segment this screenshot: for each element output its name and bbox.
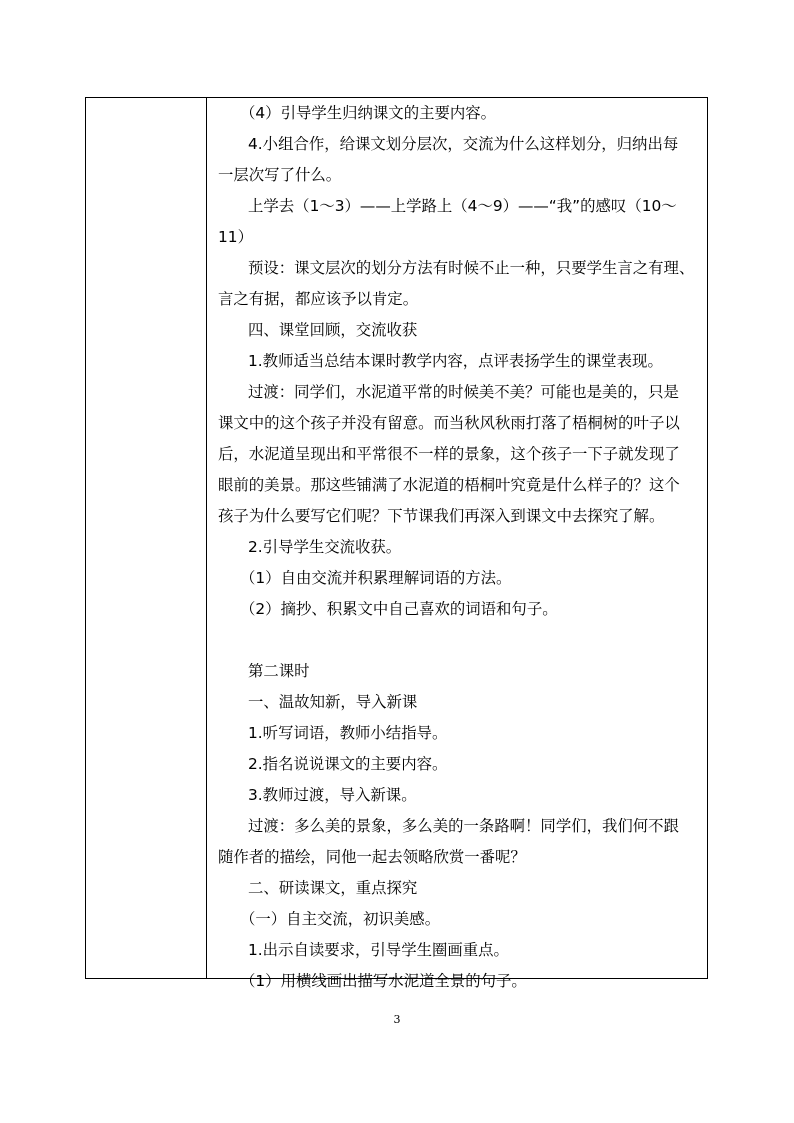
text-line: （2）摘抄、积累文中自己喜欢的词语和句子。 [240,600,558,618]
text-line: 眼前的美景。那这些铺满了水泥道的梧桐叶究竟是什么样子的？这个 [218,476,680,494]
page-number: 3 [393,1013,401,1026]
column-divider [206,97,207,979]
text-line: 2.引导学生交流收获。 [248,538,402,556]
text-line: 3.教师过渡，导入新课。 [248,786,417,804]
lesson-content [218,98,698,997]
text-line: 4.小组合作，给课文划分层次，交流为什么这样划分，归纳出每 [248,135,679,153]
text-line: 一层次写了什么。 [218,166,342,184]
blank-line [218,625,698,656]
text-line: 1.出示自读要求，引导学生圈画重点。 [248,941,509,959]
text-line: 2.指名说说课文的主要内容。 [248,755,448,773]
text-line: 言之有据，都应该予以肯定。 [218,290,419,308]
text-line: 1.听写词语，教师小结指导。 [248,724,448,742]
lesson-heading: 第二课时 [248,662,310,680]
left-column-cell [86,98,206,978]
text-line: 预设：课文层次的划分方法有时候不止一种，只要学生言之有理、 [248,259,695,277]
text-line: 后，水泥道呈现出和平常很不一样的景象，这个孩子一下子就发现了 [218,445,680,463]
text-line: 1.教师适当总结本课时教学内容，点评表扬学生的课堂表现。 [248,352,663,370]
text-line: 11） [218,228,253,246]
text-line: 上学去（1～3）——上学路上（4～9）——“我”的感叹（10～ [248,197,677,215]
section-heading: 二、研读课文，重点探究 [248,879,418,897]
section-heading: 四、课堂回顾，交流收获 [248,321,418,339]
text-line: （4）引导学生归纳课文的主要内容。 [240,104,497,122]
text-line: 过渡：多么美的景象，多么美的一条路啊！同学们，我们何不跟 [248,817,679,835]
text-line: （1）自由交流并积累理解词语的方法。 [240,569,512,587]
text-line: （1）用横线画出描写水泥道全景的句子。 [240,972,527,990]
text-line: 课文中的这个孩子并没有留意。而当秋风秋雨打落了梧桐树的叶子以 [218,414,680,432]
text-line: （一）自主交流，初识美感。 [240,910,441,928]
section-heading: 一、温故知新，导入新课 [248,693,418,711]
text-line: 过渡：同学们，水泥道平常的时候美不美？可能也是美的，只是 [248,383,679,401]
text-line: 随作者的描绘，同他一起去领略欣赏一番呢？ [218,848,526,866]
text-line: 孩子为什么要写它们呢？下节课我们再深入到课文中去探究了解。 [218,507,665,525]
